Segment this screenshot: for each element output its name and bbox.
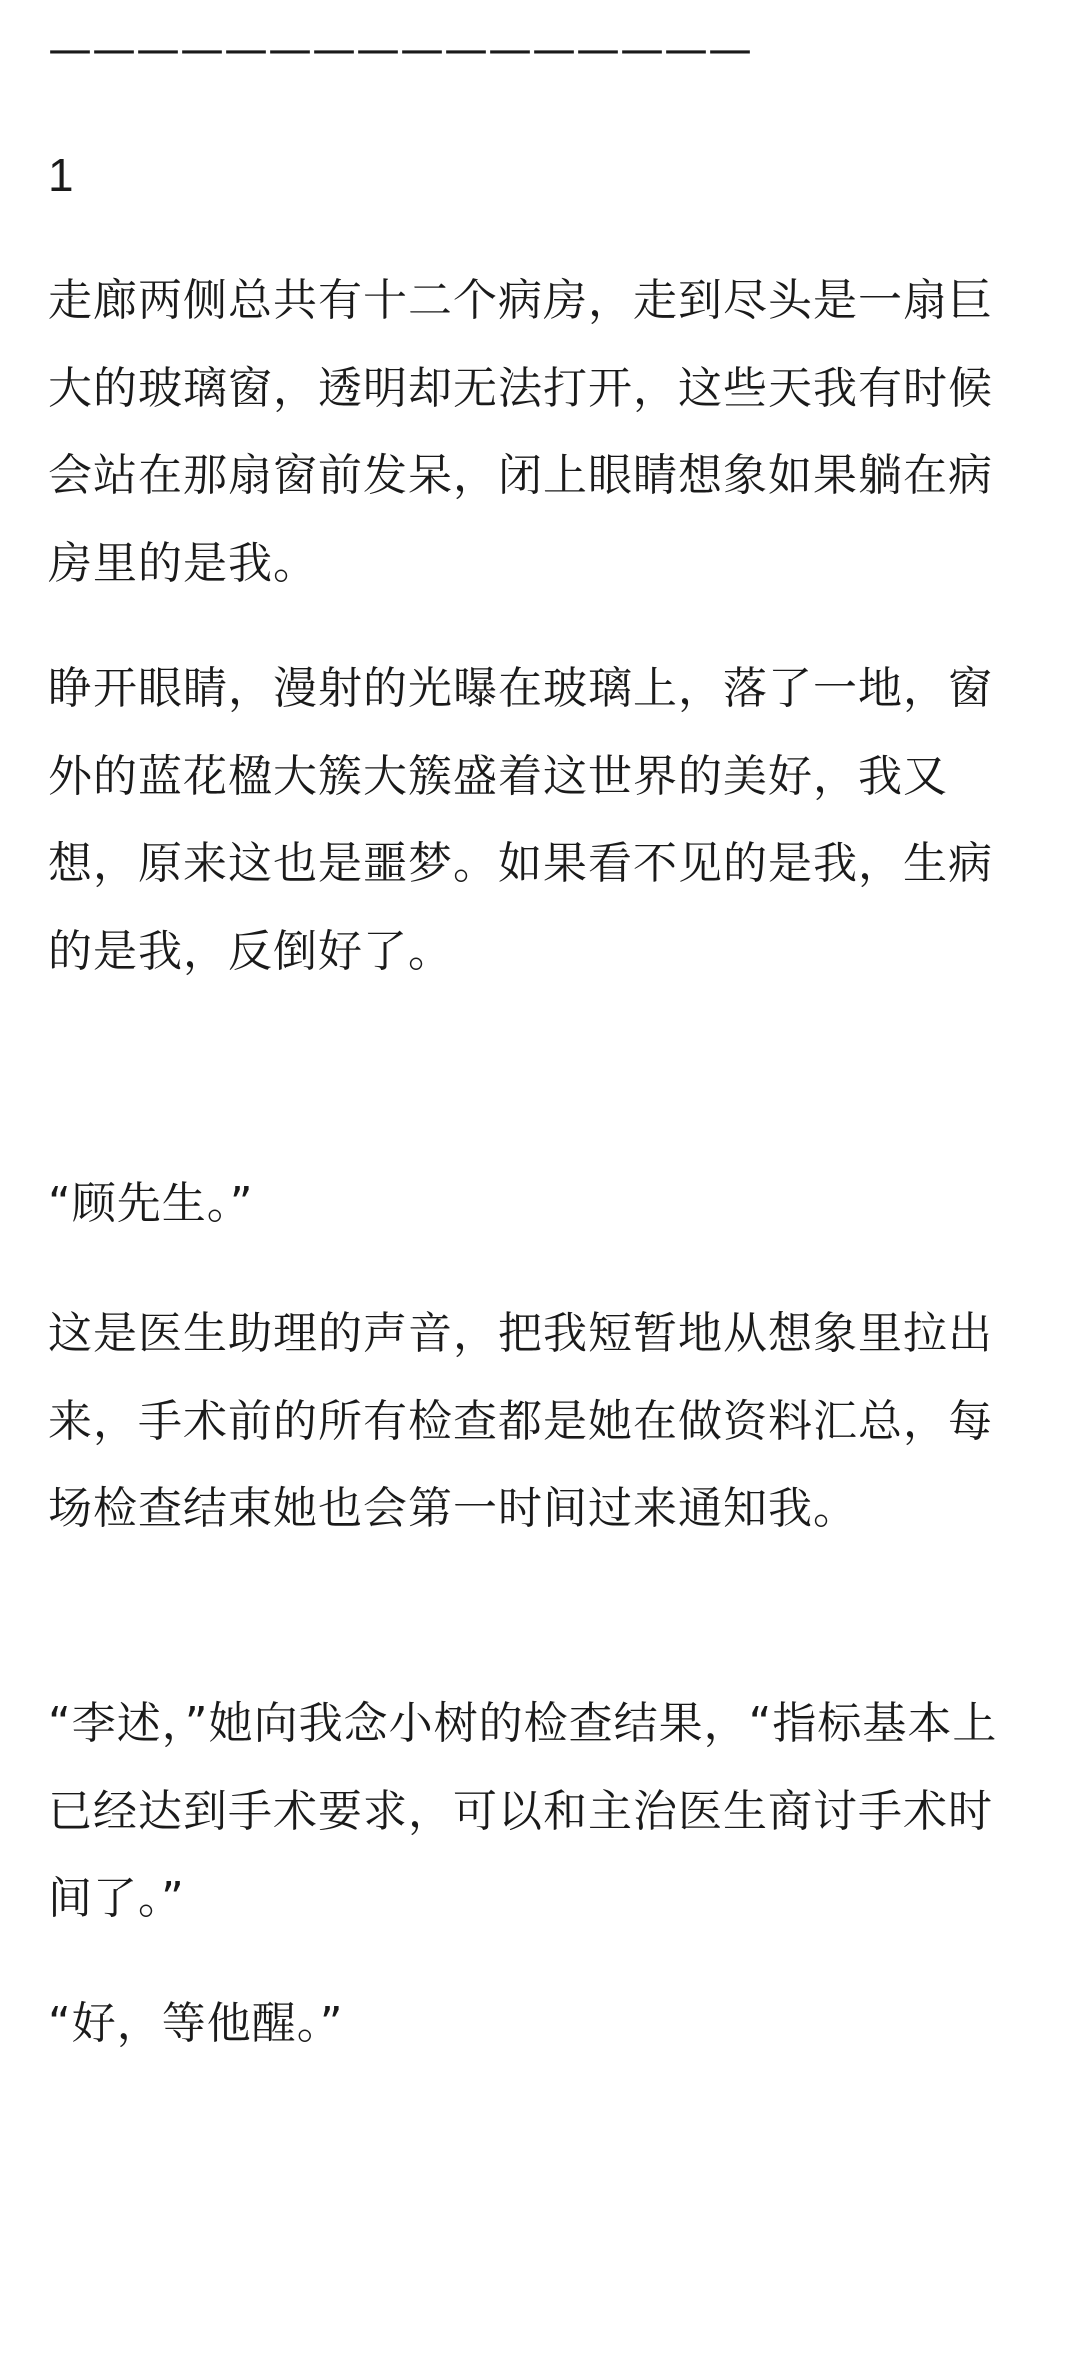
paragraph-2: 睁开眼睛，漫射的光曝在玻璃上，落了一地，窗外的蓝花楹大簇大簇盛着这世界的美好，我又想，原来这也是噩梦。如果看不见的是我，生病的是我，反倒好了。 xyxy=(48,663,993,977)
paragraph-5: “李述，”她向我念小树的检查结果，“指标基本上已经达到手术要求，可以和主治医生商讨手术时间了。” xyxy=(48,1698,998,1924)
paragraph-1: 走廊两侧总共有十二个病房，走到尽头是一扇巨大的玻璃窗，透明却无法打开，这些天我有时候会站在那扇窗前发呆，闭上眼睛想象如果躺在病房里的是我。 xyxy=(48,275,993,589)
paragraph-4: 这是医生助理的声音，把我短暂地从想象里拉出来，手术前的所有检查都是她在做资料汇总，每场检查结束她也会第一时间过来通知我。 xyxy=(48,1308,993,1534)
chapter-number: 1 xyxy=(48,149,74,201)
separator-line: ———————————————— xyxy=(48,24,752,75)
paragraph-6: “好，等他醒。” xyxy=(48,1998,344,2049)
paragraph-3: “顾先生。” xyxy=(48,1178,254,1229)
